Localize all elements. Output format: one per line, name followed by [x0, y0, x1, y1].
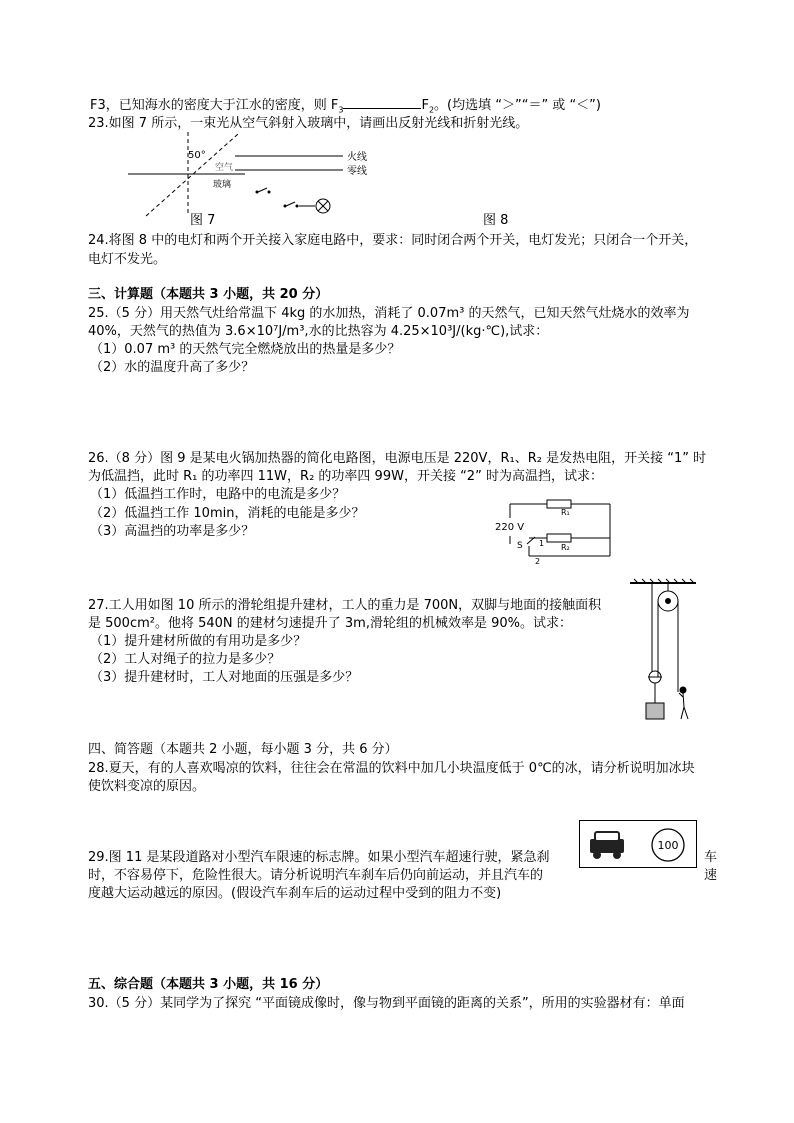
angle-label: 50°: [188, 150, 206, 161]
question-29-line-3: 度越大运动越远的原因。(假设汽车刹车后的运动过程中受到的阻力不变): [88, 886, 502, 901]
question-30: 30.（5 分）某同学为了探究 “平面镜成像时，像与物到平面镜的距离的关系”，所用的实验器材有：单面: [88, 996, 685, 1011]
worker-icon: [679, 687, 688, 719]
resistor-r2: [547, 534, 571, 542]
figure-10-pulley: [628, 577, 698, 727]
question-27-line-2: 是 500cm²。他将 540N 的建材匀速提升了 3m,滑轮组的机械效率是 90%。试求：: [88, 616, 572, 631]
svg-text:1: 1: [539, 539, 545, 548]
question-27-part-1: （1）提升建材所做的有用功是多少？: [90, 634, 307, 649]
question-25-part-2: （2）水的温度升高了多少？: [90, 360, 255, 375]
question-25-line-2: 40%，天然气的热值为 3.6×10⁷J/m³,水的比热容为 4.25×10³J/(kg·℃),试求：: [88, 324, 549, 339]
question-27-part-3: （3）提升建材时，工人对地面的压强是多少？: [90, 670, 359, 685]
section-3-heading: 三、计算题（本题共 3 小题，共 20 分）: [88, 287, 329, 302]
question-26-part-3: （3）高温挡的功率是多少？: [90, 524, 255, 539]
section-5-heading: 五、综合题（本题共 3 小题，共 16 分）: [88, 977, 329, 992]
neutral-wire-label: 零线: [347, 166, 367, 177]
figure-8-caption: 图 8: [483, 213, 509, 228]
live-wire-label: 火线: [347, 152, 367, 163]
building-material-block: [646, 703, 664, 719]
figure-11-sign: [579, 820, 697, 868]
question-25-line-1: 25.（5 分）用天然气灶给常温下 4kg 的水加热，消耗了 0.07m³ 的天然气，已知天然气灶烧水的效率为: [88, 306, 690, 321]
question-29-line-2: 时，不容易停下，危险性很大。请分析说明汽车刹车后仍向前运动，并且汽车的: [88, 868, 544, 883]
question-26-part-2: （2）低温挡工作 10min，消耗的电能是多少？: [90, 506, 365, 521]
question-27-line-1: 27.工人用如图 10 所示的滑轮组提升建材，工人的重力是 700N，双脚与地面的接触面积: [88, 598, 602, 613]
switch-label: S: [517, 541, 523, 551]
voltage-label: 220 V: [495, 522, 525, 533]
question-23: 23.如图 7 所示，一束光从空气斜射入玻璃中，请画出反射光线和折射光线。: [88, 116, 529, 131]
figure-8: [225, 148, 385, 218]
figure-7-caption: 图 7: [190, 213, 216, 228]
question-27-part-2: （2）工人对绳子的拉力是多少？: [90, 652, 281, 667]
answer-blank[interactable]: [343, 96, 421, 109]
question-29-right-2: 速: [704, 868, 718, 883]
air-label: 空气: [215, 163, 234, 173]
question-24-line-2: 电灯不发光。: [88, 252, 167, 267]
question-28-line-2: 使饮料变凉的原因。: [88, 779, 206, 794]
svg-text:2: 2: [535, 557, 541, 566]
question-29-line-1: 29.图 11 是某段道路对小型汽车限速的标志牌。如果小型汽车超速行驶，紧急刹: [88, 850, 550, 865]
svg-text:R₁: R₁: [561, 508, 570, 517]
question-26-line-1: 26.（8 分）图 9 是某电火锅加热器的简化电路图，电源电压是 220V，R₁、R₂ 是发热电阻，开关接 “1” 时: [88, 451, 707, 466]
question-29-right-1: 车: [704, 850, 718, 865]
speed-limit-value: 100: [657, 839, 679, 852]
question-28-line-1: 28.夏天，有的人喜欢喝凉的饮料，往往会在常温的饮料中加几小块温度低于 0℃的冰，请分析说明加冰块: [88, 761, 695, 776]
svg-text:R₂: R₂: [561, 543, 570, 552]
question-25-part-1: （1）0.07 m³ 的天然气完全燃烧放出的热量是多少？: [90, 342, 401, 357]
resistor-r1: [547, 500, 571, 508]
q22-tail: F3，已知海水的密度大于江水的密度，则 $F_3$ $F_2$。(均选填 “＞”“＝” 或 “＜”): [90, 98, 601, 115]
figure-9-circuit: [495, 494, 620, 568]
question-26-line-2: 为低温挡，此时 R₁ 的功率四 11W，R₂ 的功率四 99W，开关接 “2” 时为高温挡，试求：: [88, 469, 603, 484]
question-26-part-1: （1）低温挡工作时，电路中的电流是多少？: [90, 487, 346, 502]
switch-1-icon: [256, 188, 271, 194]
lamp-icon: [316, 199, 330, 213]
question-24-line-1: 24.将图 8 中的电灯和两个开关接入家庭电路中，要求：同时闭合两个开关，电灯发光；只闭合一个开关，: [88, 233, 698, 248]
car-icon: [590, 832, 624, 859]
section-4-heading: 四、简答题（本题共 2 小题，每小题 3 分，共 6 分）: [88, 742, 398, 757]
switch-2-icon: [284, 202, 299, 208]
glass-label: 玻璃: [213, 180, 232, 190]
